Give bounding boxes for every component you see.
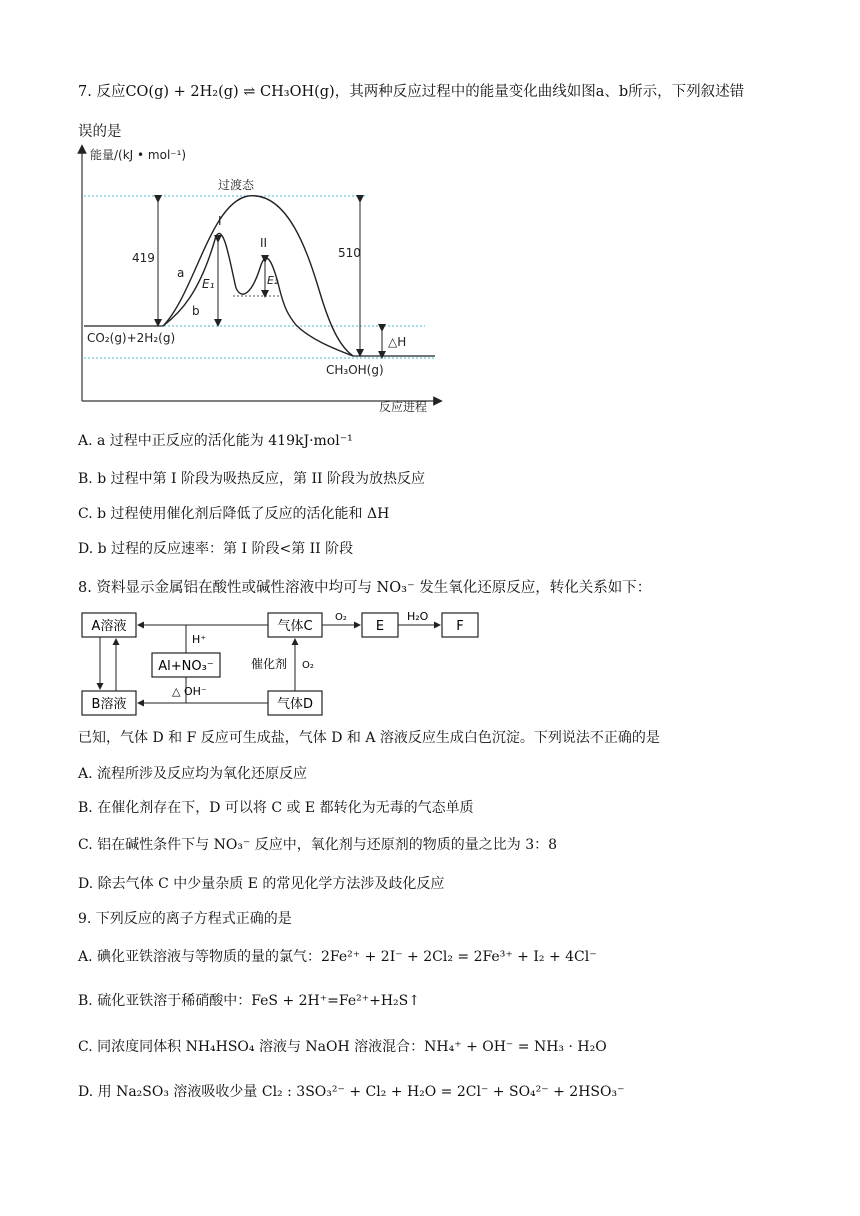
al-no3-label: Al+NO₃⁻: [158, 659, 214, 674]
label-stage-2: II: [260, 236, 268, 250]
label-reactants: CO₂(g)+2H₂(g): [87, 331, 176, 345]
o2-top-label: O₂: [335, 612, 347, 623]
gas-c-label: 气体C: [277, 619, 313, 634]
f-label: F: [456, 619, 464, 634]
h2o-label: H₂O: [407, 610, 429, 623]
catalyst-label: 催化剂: [251, 657, 288, 671]
q9-stem: 9. 下列反应的离子方程式正确的是: [78, 911, 292, 927]
oh-minus-label: △ OH⁻: [172, 685, 207, 698]
b-solution-label: B溶液: [91, 697, 127, 712]
q9-option-c: C. 同浓度同体积 NH₄HSO₄ 溶液与 NaOH 溶液混合：NH₄⁺ + OH⁻ = NH₃ · H₂O: [78, 1039, 607, 1055]
q9-option-d: D. 用 Na₂SO₃ 溶液吸收少量 Cl₂ : 3SO₃²⁻ + Cl₂ + H₂O = 2Cl⁻ + SO₄²⁻ + 2HSO₃⁻: [78, 1084, 625, 1100]
label-curve-b: b: [192, 304, 200, 318]
q7-stem-line2: 误的是: [78, 124, 122, 140]
q8-stem: 8. 资料显示金属铝在酸性或碱性溶液中均可与 NO₃⁻ 发生氧化还原反应，转化关系如下：: [78, 580, 652, 596]
y-axis-label: 能量/(kJ • mol⁻¹): [90, 148, 187, 162]
q8-flow-diagram: [78, 607, 488, 719]
q9-option-b: B. 硫化亚铁溶于稀硝酸中：FeS + 2H⁺=Fe²⁺+H₂S↑: [78, 993, 420, 1009]
transition-label: 过渡态: [218, 178, 255, 192]
q8-option-a: A. 流程所涉及反应均为氧化还原反应: [78, 766, 308, 782]
q7-energy-diagram: [70, 143, 450, 415]
q7-option-d: D. b 过程的反应速率：第 I 阶段<第 II 阶段: [78, 541, 354, 557]
label-e1: E₁: [202, 277, 215, 291]
gas-d-label: 气体D: [276, 697, 314, 712]
h-plus-label: H⁺: [192, 633, 207, 646]
a-solution-label: A溶液: [91, 619, 127, 634]
x-axis-label: 反应进程: [379, 400, 428, 414]
q8-option-b: B. 在催化剂存在下，D 可以将 C 或 E 都转化为无毒的气态单质: [78, 800, 474, 816]
q7-option-a: A. a 过程中正反应的活化能为 419kJ·mol⁻¹: [78, 433, 353, 449]
q9-option-a: A. 碘化亚铁溶液与等物质的量的氯气：2Fe²⁺ + 2I⁻ + 2Cl₂ = 2Fe³⁺ + I₂ + 4Cl⁻: [78, 949, 597, 965]
q7-stem-line1: 7. 反应CO(g) + 2H₂(g) ⇌ CH₃OH(g)，其两种反应过程中的能量变化曲线如图a、b所示，下列叙述错: [78, 84, 745, 100]
o2-side-label: O₂: [302, 660, 314, 671]
q8-note: 已知，气体 D 和 F 反应可生成盐，气体 D 和 A 溶液反应生成白色沉淀。下列说法不正确的是: [78, 730, 660, 746]
q8-option-d: D. 除去气体 C 中少量杂质 E 的常见化学方法涉及歧化反应: [78, 876, 445, 892]
label-419: 419: [132, 251, 155, 265]
label-stage-1: I: [218, 214, 222, 228]
q7-option-b: B. b 过程中第 I 阶段为吸热反应，第 II 阶段为放热反应: [78, 471, 425, 487]
q7-option-c: C. b 过程使用催化剂后降低了反应的活化能和 ΔH: [78, 506, 390, 522]
label-e2: E₂: [267, 274, 279, 287]
e-label: E: [375, 619, 385, 634]
label-curve-a: a: [177, 266, 185, 280]
label-510: 510: [338, 246, 361, 260]
curve-b: [163, 233, 353, 356]
label-product: CH₃OH(g): [326, 363, 384, 377]
label-delta-h: △H: [388, 335, 407, 349]
q8-option-c: C. 铝在碱性条件下与 NO₃⁻ 反应中，氧化剂与还原剂的物质的量之比为 3：8: [78, 837, 558, 853]
curve-a: [163, 196, 353, 356]
